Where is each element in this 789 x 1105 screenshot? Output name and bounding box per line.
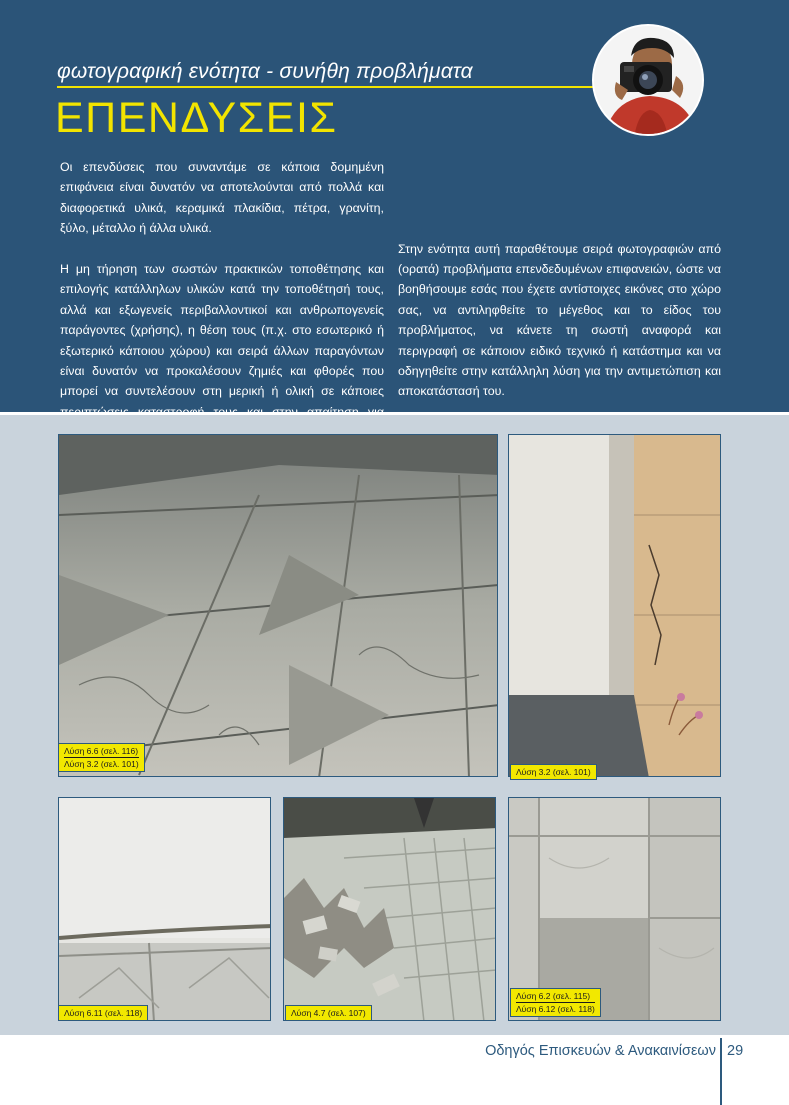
solution-ref-photo-3 <box>58 1005 148 1021</box>
solution-ref-photo-4 <box>285 1005 372 1021</box>
subtitle-underline <box>57 86 597 88</box>
solution-ref-photo-5 <box>510 988 601 1017</box>
solution-ref-photo-2 <box>510 764 597 780</box>
intro-paragraph-3: Στην ενότητα αυτή παραθέτουμε σειρά φωτογραφιών από (ορατά) προβλήματα επενδεδυμένων επιφανειών, ώστε να βοηθήσουμε εσάς που έχετε αντίστοιχες εικόνες στο χώρο σας, να αντιληφθείτε το μέγεθος και το είδος του προβλήματος, να κάνετε τη σωστή αναφορά και περιγραφή σε κάποιον ειδικό τεχνικό ή κατάστημα και να οδηγηθείτε στην κατάλληλη λύση για την αντιμετώπιση και αποκατάστασή του. <box>398 241 721 399</box>
intro-paragraph-2: Η μη τήρηση των σωστών πρακτικών τοποθέτησης και επιλογής κατάλληλων υλικών κατά την τοποθέτησή τους, αλλά και εξωγενείς περιβαλλοντικοί και ανθρωπογενείς παράγοντες (χρήσης), η θέση τους (π.χ. στο εσωτερικό ή εξωτερικό κάποιου χώρου) και σειρά άλλων παραγόντων είναι δυνατόν να προκαλέσουν ζημιές και φθορές που μπορεί να συντελέσουν στη μερική ή ολική σε κάποιες <box>60 262 384 399</box>
footer-divider <box>720 1038 722 1105</box>
photo-cracked-wall-corner <box>508 434 721 777</box>
solution-ref: Λύση 6.6 (σελ. 116) <box>64 746 139 756</box>
photo-wall-tile-joint <box>58 797 271 1021</box>
page-title: ΕΠΕΝΔΥΣΕΙΣ <box>55 94 338 142</box>
header-band <box>0 0 789 412</box>
solution-ref: Λύση 6.2 (σελ. 115) <box>516 990 595 1003</box>
solution-ref-photo-1 <box>58 743 145 772</box>
footer-guide-title: Οδηγός Επισκευών & Ανακαινίσεων <box>485 1043 716 1059</box>
solution-ref: Λύση 6.12 (σελ. 118) <box>516 1004 595 1014</box>
section-subtitle: φωτογραφική ενότητα - συνήθη προβλήματα <box>57 60 473 83</box>
flow-spacer <box>398 157 721 239</box>
intro-paragraph-1: Οι επενδύσεις που συναντάμε σε κάποια δομημένη επιφάνεια είναι δυνατόν να αποτελούνται από πολλά και διαφορετικά υλικά, κεραμικά πλακίδια, πέτρα, γρανίτη, ξύλο, μέταλλο ή άλλα υλικά. <box>60 160 384 236</box>
photographer-avatar <box>592 24 704 136</box>
solution-ref: Λύση 3.2 (σελ. 101) <box>64 759 139 769</box>
solution-ref: Λύση 6.11 (σελ. 118) <box>64 1008 143 1018</box>
solution-ref: Λύση 4.7 (σελ. 107) <box>291 1008 366 1018</box>
intro-column-right <box>398 157 721 422</box>
photo-cracked-floor-tiles <box>58 434 498 777</box>
photo-broken-terrace-tiles <box>283 797 496 1021</box>
page-number: 29 <box>727 1043 744 1059</box>
photographer-image <box>594 26 704 136</box>
solution-ref: Λύση 3.2 (σελ. 101) <box>516 767 591 777</box>
